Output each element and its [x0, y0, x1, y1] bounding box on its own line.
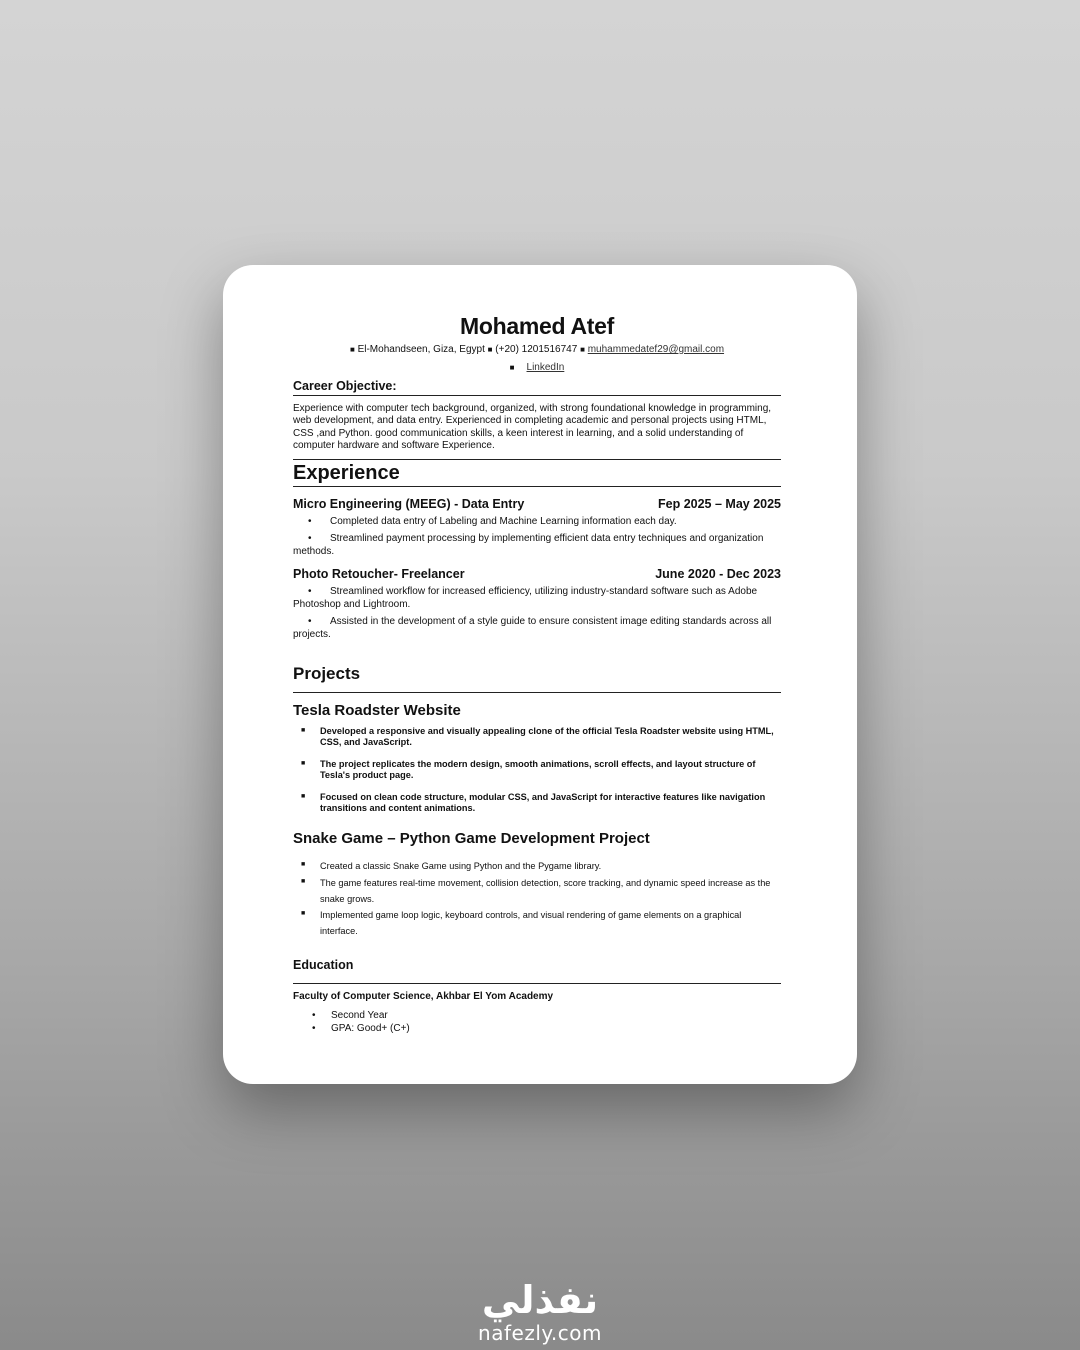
square-bullet-icon: ■: [487, 345, 493, 354]
education-heading: Education: [293, 958, 354, 972]
bullet-icon: ■: [301, 910, 306, 917]
job-title-row: [293, 497, 781, 511]
bullet-icon: ■: [509, 363, 515, 372]
bullet-icon: •: [308, 616, 312, 627]
brand-logo: [0, 1280, 1080, 1344]
bullet-icon: •: [312, 1010, 316, 1021]
resume-name: Mohamed Atef: [460, 313, 614, 339]
divider: [293, 983, 781, 984]
job-bullet: • Completed data entry of Labeling and Machine Learning information each day.: [308, 516, 677, 527]
job-bullet: • Assisted in the development of a style guide to ensure consistent image editing standards across all projects.: [293, 616, 772, 640]
bullet-icon: ■: [301, 793, 306, 800]
education-bullet: • Second Year: [312, 1010, 388, 1021]
job-dates: June 2020 - Dec 2023: [655, 567, 781, 581]
bullet-icon: •: [308, 586, 312, 597]
bullet-icon: •: [308, 516, 312, 527]
resume-card: [223, 265, 857, 1084]
bullet-icon: ■: [301, 760, 306, 767]
project-title: Snake Game – Python Game Development Project: [293, 830, 650, 847]
project-bullet: ■ Focused on clean code structure, modular CSS, and JavaScript for interactive features like navigation transitions and content animations.: [301, 792, 766, 813]
bullet-icon: •: [308, 533, 312, 544]
job-bullet: • Streamlined workflow for increased efficiency, utilizing industry-standard software such as Adobe Photoshop and Lightroom.: [293, 586, 758, 610]
job-title-row: [293, 567, 781, 581]
contact-line: [293, 344, 781, 355]
projects-heading: Projects: [293, 664, 361, 683]
bullet-icon: ■: [301, 861, 306, 868]
bullet-icon: •: [312, 1023, 316, 1034]
contact-email-link[interactable]: muhammedatef29@gmail.com: [587, 344, 725, 355]
experience-heading: Experience: [293, 462, 400, 484]
project-bullet: ■ Developed a responsive and visually appealing clone of the official Tesla Roadster website using HTML, CSS, and JavaScript.: [301, 726, 774, 747]
project-bullet: ■ Implemented game loop logic, keyboard controls, and visual rendering of game elements on a graphical interface.: [320, 907, 778, 939]
education-bullet: • GPA: Good+ (C+): [312, 1023, 410, 1034]
objective-text: Experience with computer tech background, organized, with strong foundational knowledge in programming, web development, and data entry. Experienced in completing academic and personal projects using HTML, CSS ,and Python. good communication skills, a keen interest in learning, and a solid understanding of computer hardware and software Experience.: [293, 403, 772, 451]
linkedin-line: [293, 362, 781, 373]
divider: [293, 692, 781, 693]
brand-domain: nafezly.com: [478, 1321, 602, 1345]
contact-location: El-Mohandseen, Giza, Egypt: [357, 344, 485, 355]
square-bullet-icon: ■: [580, 345, 585, 354]
divider: [293, 395, 781, 396]
project-bullet: ■ The game features real-time movement, collision detection, score tracking, and dynamic speed increase as the snake grows.: [320, 875, 778, 907]
project-bullet: ■ Created a classic Snake Game using Python and the Pygame library.: [320, 858, 778, 874]
objective-heading: Career Objective:: [293, 379, 397, 393]
brand-logo-arabic: نفذلي: [481, 1278, 599, 1322]
job-title: Micro Engineering (MEEG) - Data Entry: [293, 497, 525, 511]
contact-phone: (+20) 1201516747: [495, 344, 578, 355]
project-title: Tesla Roadster Website: [293, 702, 461, 719]
job-title: Photo Retoucher- Freelancer: [293, 567, 465, 581]
bullet-icon: ■: [301, 727, 306, 734]
divider: [293, 459, 781, 460]
project-bullet: ■ The project replicates the modern design, smooth animations, scroll effects, and layout structure of Tesla's product page.: [301, 759, 756, 780]
bullet-icon: ■: [301, 878, 306, 885]
square-bullet-icon: ■: [349, 345, 355, 354]
divider: [293, 486, 781, 487]
job-dates: Fep 2025 – May 2025: [658, 497, 781, 511]
education-school: Faculty of Computer Science, Akhbar El Yom Academy: [293, 991, 554, 1002]
linkedin-link[interactable]: LinkedIn: [526, 362, 565, 373]
job-bullet: • Streamlined payment processing by implementing efficient data entry techniques and organization methods.: [293, 533, 764, 557]
